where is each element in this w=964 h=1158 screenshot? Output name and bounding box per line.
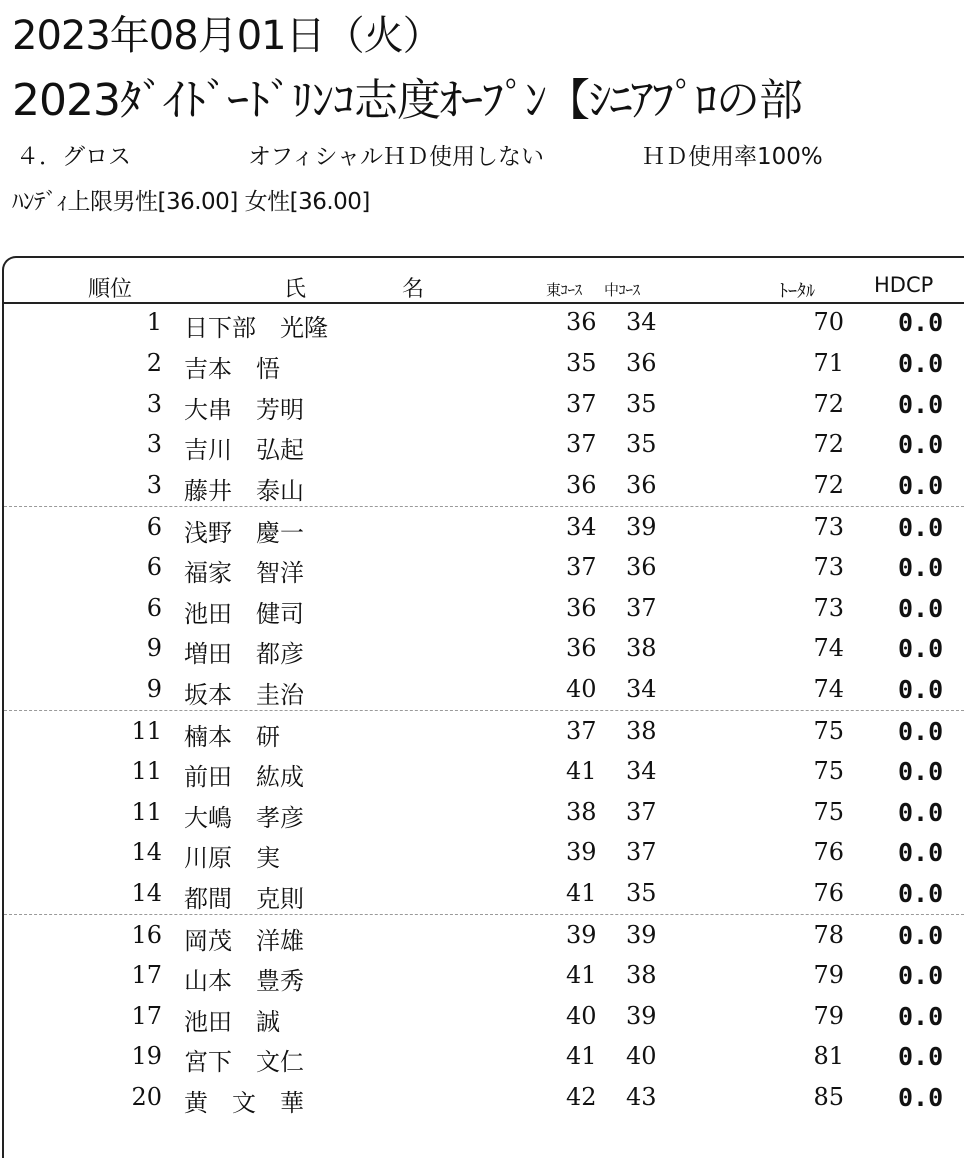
cell-rank: 3 xyxy=(146,430,162,459)
table-row xyxy=(4,628,964,669)
cell-hdcp: 0.0 xyxy=(898,838,944,868)
table-row xyxy=(4,465,964,506)
cell-hdcp: 0.0 xyxy=(898,471,944,501)
cell-name: 福家 智洋 xyxy=(184,558,304,587)
cell-total: 71 xyxy=(813,348,844,377)
cell-total: 73 xyxy=(813,512,844,541)
cell-name: 増田 都彦 xyxy=(184,640,304,669)
cell-rank: 6 xyxy=(146,593,162,622)
cell-rank: 6 xyxy=(146,552,162,581)
cell-rank: 1 xyxy=(146,308,162,336)
cell-name: 池田 健司 xyxy=(184,599,304,628)
cell-name: 池田 誠 xyxy=(184,1007,280,1036)
tournament-title: 2023ﾀﾞｲﾄﾞｰﾄﾞﾘﾝｺ志度ｵｰﾌﾟﾝ【ｼﾆｱﾌﾟﾛの部 xyxy=(12,75,802,126)
cell-total: 72 xyxy=(813,471,844,500)
cell-hdcp: 0.0 xyxy=(898,920,944,950)
cell-name: 都間 克則 xyxy=(184,885,304,914)
cell-name: 浅野 慶一 xyxy=(184,518,304,547)
cell-mid: 38 xyxy=(626,634,657,663)
cell-total: 76 xyxy=(813,879,844,908)
cell-mid: 38 xyxy=(626,716,657,745)
cell-mid: 39 xyxy=(626,920,657,949)
cell-east: 36 xyxy=(566,634,597,663)
cell-east: 39 xyxy=(566,920,597,949)
cell-rank: 11 xyxy=(131,716,162,745)
cell-hdcp: 0.0 xyxy=(898,552,944,582)
table-row xyxy=(4,547,964,588)
table-row xyxy=(4,424,964,465)
table-row xyxy=(4,302,964,343)
cell-east: 41 xyxy=(566,756,597,785)
cell-rank: 11 xyxy=(131,797,162,826)
cell-east: 37 xyxy=(566,552,597,581)
cell-name: 吉本 悟 xyxy=(184,354,280,383)
cell-east: 38 xyxy=(566,797,597,826)
header-name-given: 名 xyxy=(402,277,425,302)
cell-hdcp: 0.0 xyxy=(898,348,944,378)
cell-total: 85 xyxy=(813,1083,844,1112)
cell-name: 大嶋 孝彦 xyxy=(184,803,304,832)
cell-mid: 43 xyxy=(626,1083,657,1112)
cell-hdcp: 0.0 xyxy=(898,1083,944,1113)
cell-mid: 35 xyxy=(626,389,657,418)
cell-mid: 37 xyxy=(626,838,657,867)
cell-rank: 17 xyxy=(131,960,162,989)
cell-name: 吉川 弘起 xyxy=(184,436,304,465)
cell-east: 42 xyxy=(566,1083,597,1112)
cell-hdcp: 0.0 xyxy=(898,797,944,827)
cell-rank: 14 xyxy=(131,879,162,908)
cell-rank: 17 xyxy=(131,1001,162,1030)
cell-mid: 38 xyxy=(626,960,657,989)
cell-east: 34 xyxy=(566,512,597,541)
cell-hdcp: 0.0 xyxy=(898,716,944,746)
header-mid-course: 中ｺｰｽ xyxy=(604,281,640,299)
cell-hdcp: 0.0 xyxy=(898,879,944,909)
table-row xyxy=(4,343,964,384)
cell-rank: 16 xyxy=(131,920,162,949)
cell-east: 41 xyxy=(566,1042,597,1071)
cell-rank: 3 xyxy=(146,471,162,500)
cell-hdcp: 0.0 xyxy=(898,512,944,542)
table-row xyxy=(4,914,964,955)
cell-mid: 37 xyxy=(626,797,657,826)
header-name-family: 氏 xyxy=(284,277,307,302)
cell-total: 74 xyxy=(813,675,844,704)
cell-total: 78 xyxy=(813,920,844,949)
cell-total: 73 xyxy=(813,593,844,622)
cell-name: 坂本 圭治 xyxy=(184,681,304,710)
cell-name: 黄 文 華 xyxy=(184,1089,304,1118)
cell-mid: 35 xyxy=(626,879,657,908)
cell-rank: 14 xyxy=(131,838,162,867)
header-hdcp: HDCP xyxy=(874,273,934,297)
table-row xyxy=(4,669,964,710)
cell-total: 75 xyxy=(813,756,844,785)
cell-mid: 34 xyxy=(626,675,657,704)
results-table xyxy=(2,256,964,1158)
cell-mid: 36 xyxy=(626,471,657,500)
cell-total: 81 xyxy=(813,1042,844,1071)
cell-east: 36 xyxy=(566,308,597,336)
cell-mid: 36 xyxy=(626,348,657,377)
cell-hdcp: 0.0 xyxy=(898,1001,944,1031)
cell-total: 70 xyxy=(813,308,844,336)
table-row xyxy=(4,832,964,873)
cell-name: 宮下 文仁 xyxy=(184,1048,304,1077)
table-row xyxy=(4,996,964,1037)
cell-total: 76 xyxy=(813,838,844,867)
cell-name: 岡茂 洋雄 xyxy=(184,926,304,955)
cell-total: 72 xyxy=(813,430,844,459)
cell-name: 日下部 光隆 xyxy=(184,314,328,342)
cell-rank: 19 xyxy=(131,1042,162,1071)
cell-east: 37 xyxy=(566,389,597,418)
cell-total: 72 xyxy=(813,389,844,418)
cell-rank: 2 xyxy=(146,348,162,377)
cell-hdcp: 0.0 xyxy=(898,1042,944,1072)
settings-line xyxy=(16,138,823,171)
cell-east: 39 xyxy=(566,838,597,867)
cell-mid: 39 xyxy=(626,1001,657,1030)
cell-east: 41 xyxy=(566,960,597,989)
gross-label: ４．グロス xyxy=(16,144,131,170)
cell-rank: 20 xyxy=(131,1083,162,1112)
table-row xyxy=(4,955,964,996)
table-row xyxy=(4,384,964,425)
cell-rank: 3 xyxy=(146,389,162,418)
page-date: 2023年08月01日（火） xyxy=(12,13,442,59)
cell-name: 大串 芳明 xyxy=(184,395,304,424)
cell-total: 79 xyxy=(813,960,844,989)
table-row xyxy=(4,751,964,792)
table-row xyxy=(4,710,964,751)
cell-total: 75 xyxy=(813,716,844,745)
cell-mid: 36 xyxy=(626,552,657,581)
cell-total: 73 xyxy=(813,552,844,581)
cell-hdcp: 0.0 xyxy=(898,634,944,664)
cell-total: 74 xyxy=(813,634,844,663)
cell-hdcp: 0.0 xyxy=(898,430,944,460)
handicap-limit: ﾊﾝﾃﾞｨ上限男性[36.00] 女性[36.00] xyxy=(12,189,370,215)
cell-hdcp: 0.0 xyxy=(898,960,944,990)
cell-total: 75 xyxy=(813,797,844,826)
cell-rank: 9 xyxy=(146,634,162,663)
cell-total: 79 xyxy=(813,1001,844,1030)
cell-name: 藤井 泰山 xyxy=(184,477,304,506)
cell-rank: 11 xyxy=(131,756,162,785)
cell-mid: 35 xyxy=(626,430,657,459)
cell-rank: 6 xyxy=(146,512,162,541)
cell-name: 山本 豊秀 xyxy=(184,966,304,995)
cell-mid: 37 xyxy=(626,593,657,622)
cell-east: 41 xyxy=(566,879,597,908)
cell-mid: 39 xyxy=(626,512,657,541)
cell-east: 40 xyxy=(566,675,597,704)
header-rank: 順位 xyxy=(88,277,133,302)
cell-hdcp: 0.0 xyxy=(898,675,944,705)
table-header xyxy=(4,258,964,304)
cell-east: 37 xyxy=(566,716,597,745)
cell-mid: 34 xyxy=(626,308,657,336)
cell-east: 36 xyxy=(566,471,597,500)
cell-east: 40 xyxy=(566,1001,597,1030)
cell-hdcp: 0.0 xyxy=(898,308,944,337)
table-body xyxy=(4,302,964,1118)
table-row xyxy=(4,506,964,547)
table-row xyxy=(4,792,964,833)
header-east-course: 東ｺｰｽ xyxy=(546,281,582,299)
cell-hdcp: 0.0 xyxy=(898,389,944,419)
cell-hdcp: 0.0 xyxy=(898,593,944,623)
hd-rate-label: ＨＤ使用率100% xyxy=(642,144,823,170)
header-total: ﾄｰﾀﾙ xyxy=(779,281,815,302)
cell-east: 36 xyxy=(566,593,597,622)
table-row xyxy=(4,1036,964,1077)
cell-rank: 9 xyxy=(146,675,162,704)
cell-east: 37 xyxy=(566,430,597,459)
official-hd-label: オフィシャルＨＤ使用しない xyxy=(248,144,545,170)
table-row xyxy=(4,1077,964,1118)
cell-mid: 40 xyxy=(626,1042,657,1071)
table-row xyxy=(4,588,964,629)
table-row xyxy=(4,873,964,914)
cell-name: 川原 実 xyxy=(184,844,280,873)
cell-east: 35 xyxy=(566,348,597,377)
cell-mid: 34 xyxy=(626,756,657,785)
cell-name: 前田 紘成 xyxy=(184,762,304,791)
cell-hdcp: 0.0 xyxy=(898,756,944,786)
cell-name: 楠本 研 xyxy=(184,722,280,751)
